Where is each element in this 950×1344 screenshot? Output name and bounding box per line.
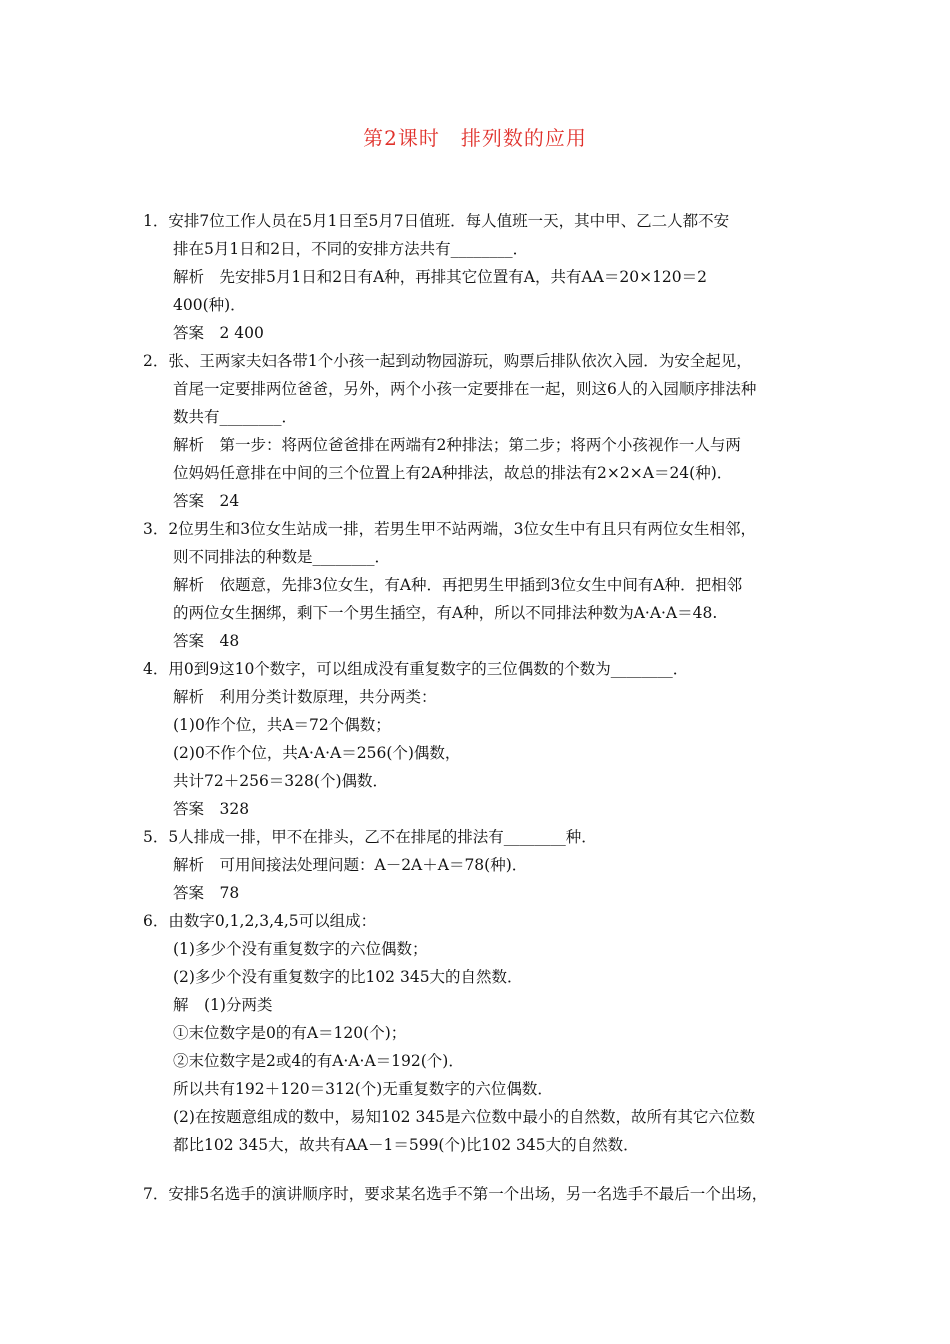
question-3-line-1: 3．2位男生和3位女生站成一排，若男生甲不站两端，3位女生中有且只有两位女生相邻， <box>143 520 756 538</box>
question-2-line-3: 数共有________． <box>173 408 298 426</box>
question-2-line-1: 2．张、王两家夫妇各带1个小孩一起到动物园游玩，购票后排队依次入园．为安全起见， <box>143 352 752 370</box>
answer-4: 答案 328 <box>173 800 250 818</box>
solution-1-line-1: 解析 先安排5月1日和2日有A种，再排其它位置有A，共有AA＝20×120＝2 <box>173 268 708 286</box>
solution-2-line-2: 位妈妈任意排在中间的三个位置上有2A种排法，故总的排法有2×2×A＝24(种)． <box>173 464 733 482</box>
solution-6-line-2: ①末位数字是0的有A＝120(个)； <box>173 1024 407 1042</box>
solution-4-line-4: 共计72＋256＝328(个)偶数． <box>173 772 388 790</box>
answer-5: 答案 78 <box>173 884 240 902</box>
solution-6-line-5: (2)在按题意组成的数中，易知102 345是六位数中最小的自然数，故所有其它六位数 <box>173 1108 756 1126</box>
solution-5: 解析 可用间接法处理问题：A－2A＋A＝78(种)． <box>173 856 528 874</box>
solution-4-line-1: 解析 利用分类计数原理，共分两类： <box>173 688 437 706</box>
answer-2: 答案 24 <box>173 492 240 510</box>
question-1-line-1: 1．安排7位工作人员在5月1日至5月7日值班．每人值班一天，其中甲、乙二人都不安 <box>143 212 730 230</box>
question-3-line-2: 则不同排法的种数是________． <box>173 548 391 566</box>
question-6-line-1: 6．由数字0,1,2,3,4,5可以组成： <box>143 912 377 930</box>
page-title: 第2课时 排列数的应用 <box>363 126 587 150</box>
question-1-line-2: 排在5月1日和2日，不同的安排方法共有________． <box>173 240 529 258</box>
question-5: 5．5人排成一排，甲不在排头，乙不在排尾的排法有________种． <box>143 828 597 846</box>
question-6-line-2: (1)多少个没有重复数字的六位偶数； <box>173 940 428 958</box>
solution-1-line-2: 400(种)． <box>173 296 246 314</box>
question-2-line-2: 首尾一定要排两位爸爸，另外，两个小孩一定要排在一起，则这6人的入园顺序排法种 <box>173 380 757 398</box>
solution-4-line-2: (1)0作个位，共A＝72个偶数； <box>173 716 391 734</box>
question-7-line-1: 7．安排5名选手的演讲顺序时，要求某名选手不第一个出场，另一名选手不最后一个出场， <box>143 1185 768 1203</box>
solution-3-line-1: 解析 依题意，先排3位女生，有A种．再把男生甲插到3位女生中间有A种．把相邻 <box>173 576 743 594</box>
solution-6-line-6: 都比102 345大，故共有AA－1＝599(个)比102 345大的自然数． <box>173 1136 639 1154</box>
answer-3: 答案 48 <box>173 632 240 650</box>
solution-6-line-1: 解 (1)分两类 <box>173 996 273 1014</box>
answer-1: 答案 2 400 <box>173 324 264 342</box>
solution-6-line-3: ②末位数字是2或4的有A·A·A＝192(个)． <box>173 1052 464 1070</box>
solution-2-line-1: 解析 第一步：将两位爸爸排在两端有2种排法；第二步；将两个小孩视作一人与两 <box>173 436 741 454</box>
question-6-line-3: (2)多少个没有重复数字的比102 345大的自然数． <box>173 968 523 986</box>
question-4: 4．用0到9这10个数字，可以组成没有重复数字的三位偶数的个数为________． <box>143 660 689 678</box>
solution-4-line-3: (2)0不作个位，共A·A·A＝256(个)偶数， <box>173 744 461 762</box>
solution-3-line-2: 的两位女生捆绑，剩下一个男生插空，有A种，所以不同排法种数为A·A·A＝48. <box>173 604 718 622</box>
solution-6-line-4: 所以共有192＋120＝312(个)无重复数字的六位偶数． <box>173 1080 553 1098</box>
